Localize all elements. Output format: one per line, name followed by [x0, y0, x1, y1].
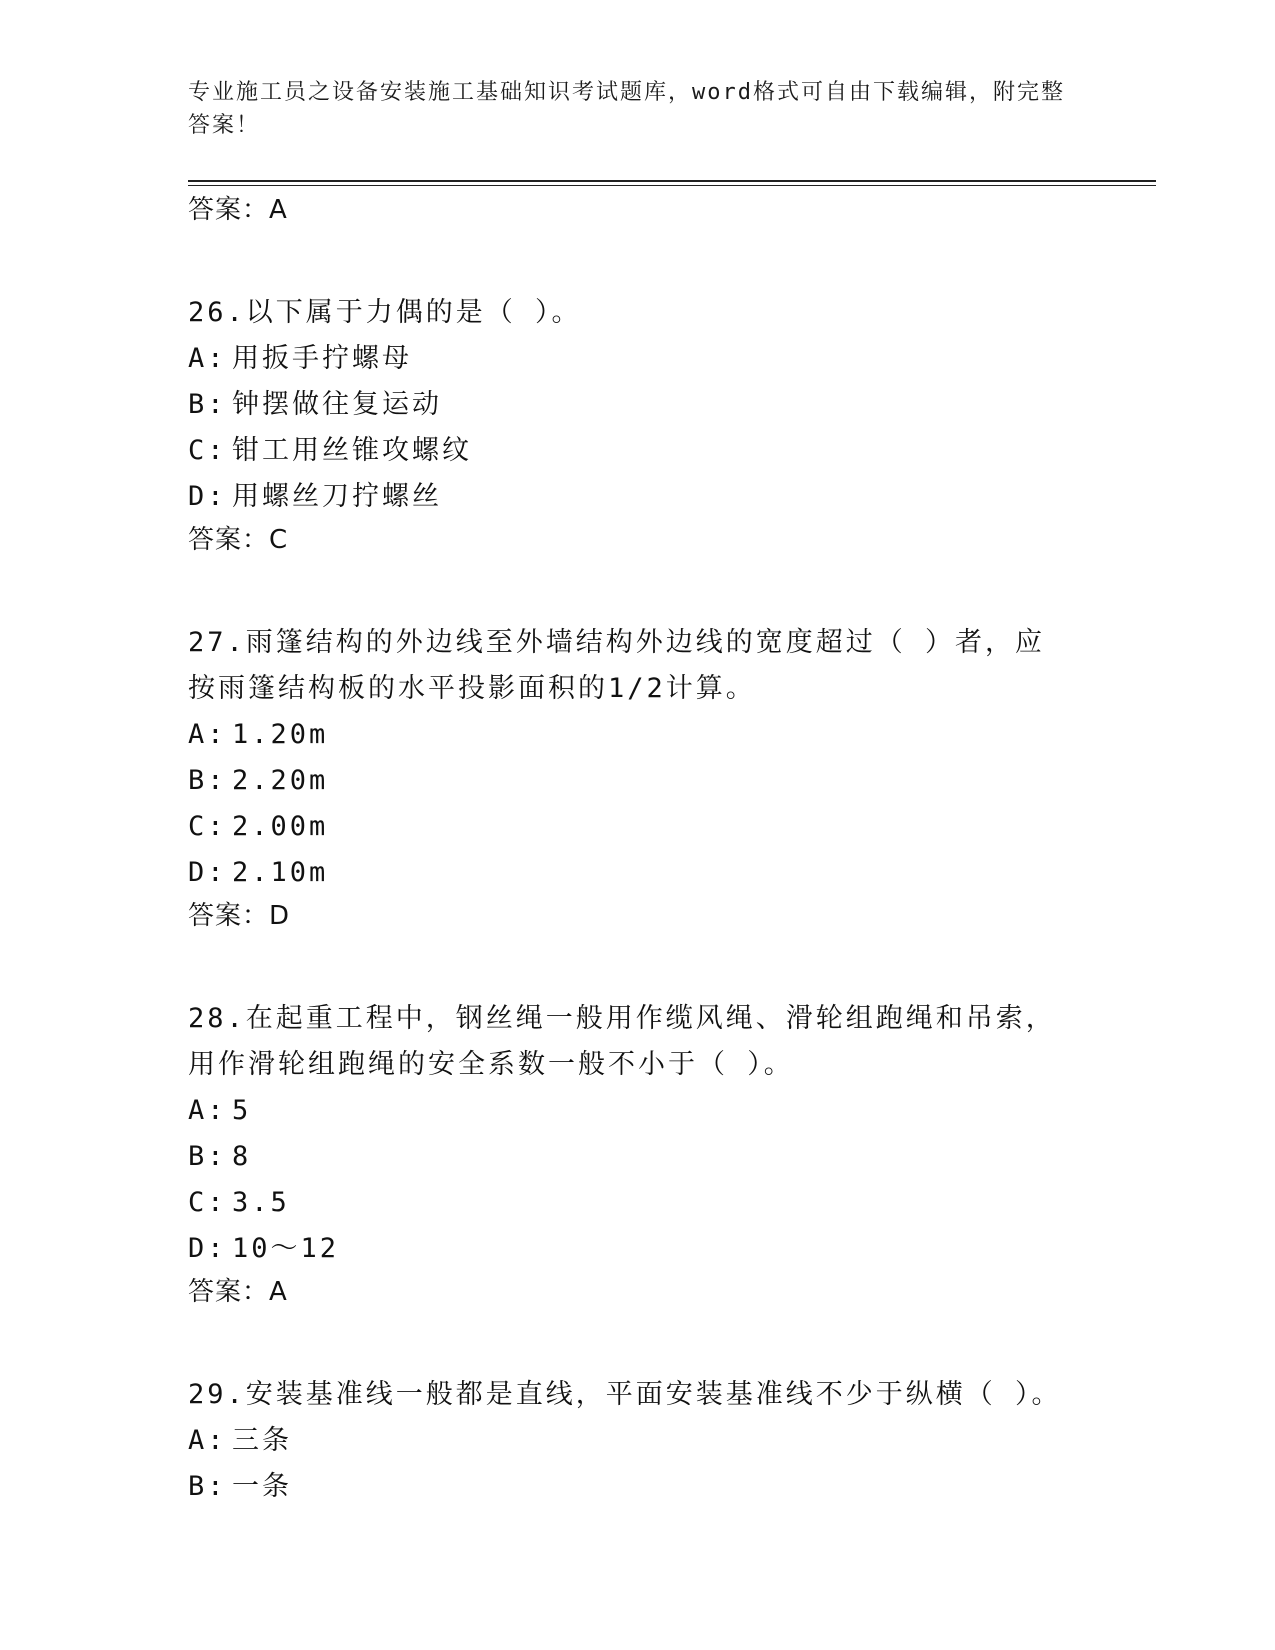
answer-label: 答案： [188, 525, 270, 555]
option-letter: A: [188, 343, 227, 374]
option-a [188, 336, 1088, 382]
option-b [188, 1464, 1088, 1510]
question-26 [188, 290, 1088, 564]
question-answer [188, 1272, 1088, 1316]
header-divider-thick [188, 180, 1156, 182]
option-letter: C: [188, 435, 227, 466]
option-text: 2.10m [232, 857, 329, 888]
answer-value: A [269, 195, 288, 225]
option-a [188, 1418, 1088, 1464]
question-list [188, 190, 1088, 1510]
question-number: 26. [188, 297, 246, 328]
question-text [188, 996, 1068, 1088]
option-c [188, 804, 1088, 850]
option-b [188, 758, 1088, 804]
option-text: 钳工用丝锥攻螺纹 [232, 435, 472, 466]
option-text: 一条 [232, 1471, 292, 1502]
option-text: 用螺丝刀拧螺丝 [232, 481, 442, 512]
option-text: 1.20m [232, 719, 329, 750]
page-header: 专业施工员之设备安装施工基础知识考试题库，word格式可自由下载编辑，附完整答案！ [188, 80, 1065, 138]
option-letter: C: [188, 1187, 227, 1218]
question-29 [188, 1372, 1088, 1510]
question-27 [188, 620, 1088, 940]
option-letter: B: [188, 389, 227, 420]
option-letter: A: [188, 719, 227, 750]
option-b [188, 1134, 1088, 1180]
option-a [188, 712, 1088, 758]
option-text: 2.00m [232, 811, 329, 842]
question-stem: 以下属于力偶的是（ ）。 [245, 297, 582, 328]
option-d [188, 850, 1088, 896]
question-number: 28. [188, 1003, 246, 1034]
answer-value: C [269, 525, 289, 555]
option-c [188, 1180, 1088, 1226]
option-letter: A: [188, 1425, 227, 1456]
previous-answer [188, 190, 1088, 234]
question-number: 29. [188, 1379, 246, 1410]
question-text [188, 290, 1068, 336]
question-number: 27. [188, 627, 246, 658]
option-letter: B: [188, 1141, 227, 1172]
answer-value: A [269, 1277, 288, 1307]
answer-label: 答案： [188, 195, 270, 225]
option-c [188, 428, 1088, 474]
option-text: 10～12 [232, 1233, 340, 1264]
header-divider-thin [188, 185, 1156, 186]
question-answer [188, 896, 1088, 940]
question-stem: 在起重工程中，钢丝绳一般用作缆风绳、滑轮组跑绳和吊索，用作滑轮组跑绳的安全系数一般不小于（ ）。 [188, 1003, 1056, 1080]
question-text [188, 620, 1068, 712]
question-stem: 安装基准线一般都是直线，平面安装基准线不少于纵横（ ）。 [245, 1379, 1062, 1410]
option-text: 5 [232, 1095, 252, 1126]
option-letter: B: [188, 765, 227, 796]
option-text: 3.5 [232, 1187, 290, 1218]
option-letter: C: [188, 811, 227, 842]
option-letter: D: [188, 481, 227, 512]
answer-label: 答案： [188, 901, 270, 931]
question-text [188, 1372, 1068, 1418]
option-letter: D: [188, 857, 227, 888]
option-text: 三条 [232, 1425, 292, 1456]
option-letter: A: [188, 1095, 227, 1126]
answer-value: D [269, 901, 291, 931]
option-text: 2.20m [232, 765, 329, 796]
option-a [188, 1088, 1088, 1134]
option-b [188, 382, 1088, 428]
option-text: 8 [232, 1141, 252, 1172]
option-d [188, 1226, 1088, 1272]
option-text: 钟摆做往复运动 [232, 389, 442, 420]
option-letter: D: [188, 1233, 227, 1264]
answer-label: 答案： [188, 1277, 270, 1307]
option-d [188, 474, 1088, 520]
option-letter: B: [188, 1471, 227, 1502]
question-stem: 雨篷结构的外边线至外墙结构外边线的宽度超过（ ）者，应按雨篷结构板的水平投影面积的1/2计算。 [188, 627, 1046, 704]
question-answer [188, 520, 1088, 564]
question-28 [188, 996, 1088, 1316]
option-text: 用扳手拧螺母 [232, 343, 412, 374]
